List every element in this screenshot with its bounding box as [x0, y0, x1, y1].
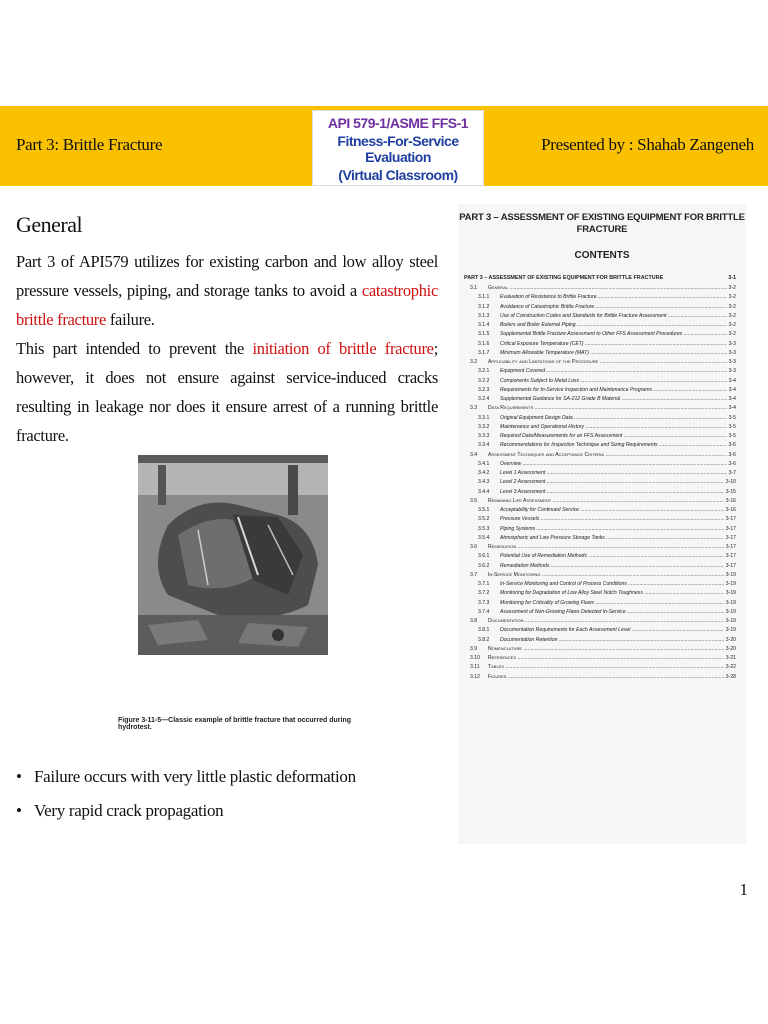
toc-row-title: Monitoring for Criticality of Growing Flaws .....: [500, 599, 724, 608]
logo-line-2: Fitness-For-Service Evaluation: [337, 133, 459, 165]
toc-row-page: 3-16: [725, 497, 736, 504]
toc-row-page: 3-19: [725, 627, 736, 634]
toc-row-page: 3-15: [725, 488, 736, 495]
logo-line-3: (Virtual Classroom): [338, 167, 458, 183]
toc-row-page: 3-6: [728, 460, 736, 467]
bullet-list: [16, 767, 356, 835]
toc-row: [458, 543, 736, 552]
toc-row-title: Data Requirements .....: [488, 404, 727, 413]
toc-row-title: Supplemental Brittle Fracture Assessment to Other FFS Assessment Procedures .....: [500, 330, 727, 339]
toc-row-page: 3-19: [725, 599, 736, 606]
toc-row-number: 3.1.7: [478, 349, 490, 356]
toc-row-title: Required Data/Measurements for an FFS Assessment .....: [500, 432, 727, 441]
toc-row-title: In-Service Monitoring .....: [488, 571, 724, 580]
toc-row-number: 3.8: [470, 618, 478, 624]
toc-row-title: Monitoring for Degradation of Low Alloy Steel Notch Toughness .....: [500, 589, 724, 598]
toc-row-number: 3.5: [470, 497, 478, 504]
logo-line-1: API 579-1/ASME FFS-1: [327, 115, 469, 131]
toc-row-page: 3-2: [728, 331, 736, 338]
paragraph-1: Part 3 of API579 utilizes for existing carbon and low alloy steel pressure vessels, piping, and storage tanks to avoid a catastrophic brittle fracture failure.: [16, 252, 438, 329]
toc-row-title: Remaining Life Assessment .....: [488, 497, 724, 506]
toc-row-title: Critical Exposure Temperature (CET) .....: [500, 340, 727, 349]
toc-row-title: Components Subject to Metal Loss .....: [500, 377, 727, 386]
toc-row: [458, 395, 736, 404]
toc-row-page: 3-17: [725, 562, 736, 569]
bullet-icon: •: [16, 767, 22, 786]
toc-row-number: 3.10: [470, 655, 480, 661]
toc-row: [458, 469, 736, 478]
toc-row-page: 3-4: [728, 396, 736, 402]
toc-row-page: 3-4: [728, 405, 736, 412]
toc-row-number: 3.7.3: [478, 599, 490, 606]
toc-row-title: Avoidance of Catastrophic Brittle Fracture .....: [500, 303, 727, 312]
toc-row: [458, 534, 736, 543]
toc-row-number: 3.2.4: [478, 396, 490, 402]
toc-row-page: 3-20: [725, 645, 736, 652]
toc-row-number: 3.5.1: [478, 507, 490, 513]
highlight-text: catastrophic brittle fracture: [16, 281, 438, 329]
toc-row: [458, 312, 736, 321]
toc-row: [458, 552, 736, 561]
toc-row-number: 3.1.3: [478, 312, 490, 319]
toc-row: [458, 571, 736, 580]
toc-row-number: 3.5.3: [478, 525, 490, 532]
toc-row: [458, 589, 736, 598]
list-item: • Failure occurs with very little plastic deformation: [16, 767, 356, 786]
toc-row-title: Requirements for In-Service Inspection and Maintenance Programs .....: [500, 386, 727, 395]
toc-row-page: 3-5: [728, 433, 736, 439]
slide-heading: General: [16, 212, 83, 237]
section-title: Part 3: Brittle Fracture: [16, 135, 163, 154]
toc-row-page: 3-2: [728, 285, 736, 291]
toc-row: [458, 617, 736, 626]
paragraph-2: This part intended to prevent the initiation of brittle fracture; however, it does not ensure against service-induced cracks resulting in leakage nor does it ensure arrest of a running brittle fracture.: [16, 339, 438, 445]
toc-row-title: Equipment Covered .....: [500, 367, 727, 376]
toc-row-title: Supplemental Guidance for SA-212 Grade B Material .....: [500, 395, 727, 404]
toc-row-number: 3.1: [470, 285, 478, 291]
toc-row: [458, 293, 736, 302]
toc-row-page: 3-16: [725, 507, 736, 513]
toc-row-page: 3-2: [728, 303, 736, 310]
toc-row: [458, 423, 736, 432]
toc-row-page: 3-28: [725, 673, 736, 680]
toc-row: [458, 451, 736, 460]
table-of-contents: [458, 204, 746, 844]
toc-row-number: 3.4: [470, 451, 478, 458]
toc-row: [458, 497, 736, 506]
toc-row-number: 3.4.3: [478, 479, 490, 486]
toc-row-page: 3-3: [728, 359, 736, 365]
toc-row-number: 3.9: [470, 645, 478, 652]
toc-main-entry: PART 3 – ASSESSMENT OF EXISTING EQUIPMENT FOR BRITTLE FRACTURE 3-1: [464, 275, 736, 281]
figure-caption: Figure 3-11-5—Classic example of brittle fracture that occurred during hydrotest.: [118, 717, 352, 731]
toc-row-page: 3-2: [728, 312, 736, 319]
toc-row-number: 3.1.4: [478, 322, 490, 328]
toc-row-title: Maintenance and Operational History .....: [500, 423, 727, 432]
toc-row-number: 3.7.1: [478, 581, 490, 587]
toc-row-page: 3-2: [728, 322, 736, 328]
toc-row-title: Documentation .....: [488, 617, 724, 626]
course-logo: [312, 110, 484, 186]
toc-row-title: Overview .....: [500, 460, 727, 469]
toc-row-page: 3-7: [728, 470, 736, 476]
toc-row-page: 3-17: [725, 553, 736, 560]
toc-row: [458, 460, 736, 469]
toc-row-number: 3.2.2: [478, 377, 490, 384]
toc-row-title: Piping Systems .....: [500, 525, 724, 534]
toc-row-page: 3-3: [728, 368, 736, 375]
toc-row: [458, 414, 736, 423]
toc-row-title: Assessment of Non-Growing Flaws Detected In-Service .....: [500, 608, 724, 617]
toc-row: [458, 478, 736, 487]
toc-row: [458, 303, 736, 312]
toc-row: [458, 386, 736, 395]
toc-row-number: 3.7: [470, 571, 478, 578]
toc-row-title: References .....: [488, 654, 724, 663]
toc-row-number: 3.5.4: [478, 534, 490, 541]
toc-row: [458, 673, 736, 682]
toc-row-page: 3-17: [725, 516, 736, 523]
toc-row-title: Original Equipment Design Data .....: [500, 414, 727, 423]
toc-row-number: 3.7.4: [478, 608, 490, 615]
toc-row-number: 3.8.2: [478, 636, 490, 643]
toc-row-title: Remediation .....: [488, 543, 724, 552]
presenter-name: Presented by : Shahab Zangeneh: [541, 135, 754, 154]
toc-row-page: 3-22: [725, 664, 736, 671]
toc-row-title: Use of Construction Codes and Standards for Brittle Fracture Assessment .....: [500, 312, 727, 321]
toc-row-title: Minimum Allowable Temperature (MAT) .....: [500, 349, 727, 358]
toc-row: [458, 441, 736, 450]
toc-row-title: Level 3 Assessment .....: [500, 488, 724, 497]
toc-row-title: Potential Use of Remediation Methods .....: [500, 552, 724, 561]
toc-row-title: Nomenclature .....: [488, 645, 724, 654]
toc-row-title: Figures .....: [488, 673, 724, 682]
fracture-photo-drawing: [138, 455, 328, 655]
toc-row-page: 3-19: [725, 590, 736, 597]
toc-row: [458, 599, 736, 608]
toc-row-title: Documentation Requirements for Each Assessment Level .....: [500, 626, 724, 635]
toc-row: [458, 330, 736, 339]
toc-row-number: 3.6: [470, 544, 478, 550]
toc-row-number: 3.3.2: [478, 423, 490, 430]
toc-row-title: Boilers and Boiler External Piping .....: [500, 321, 727, 330]
toc-row-page: 3-17: [725, 544, 736, 550]
toc-row-number: 3.4.2: [478, 470, 490, 476]
toc-row-title: Acceptability for Continued Service .....: [500, 506, 724, 515]
toc-row-title: Pressure Vessels .....: [500, 515, 724, 524]
toc-row-number: 3.2.3: [478, 386, 490, 393]
toc-row-number: 3.11: [470, 664, 480, 671]
toc-row: [458, 321, 736, 330]
brittle-fracture-photo: [138, 455, 328, 655]
toc-row-number: 3.1.6: [478, 340, 490, 347]
toc-row: [458, 488, 736, 497]
toc-row-page: 3-2: [728, 294, 736, 301]
toc-row-title: Level 2 Assessment .....: [500, 478, 724, 487]
toc-rows: [458, 284, 746, 682]
toc-row-page: 3-5: [728, 423, 736, 430]
toc-row-number: 3.12: [470, 673, 480, 680]
toc-row: [458, 645, 736, 654]
toc-row-page: 3-21: [725, 655, 736, 661]
toc-row-title: Documentation Retention .....: [500, 636, 724, 645]
toc-row: [458, 284, 736, 293]
toc-row-number: 3.3.4: [478, 442, 490, 449]
toc-row-number: 3.8.1: [478, 627, 490, 634]
toc-row-number: 3.4.4: [478, 488, 490, 495]
toc-row-number: 3.6.1: [478, 553, 490, 560]
toc-row: [458, 506, 736, 515]
toc-row-title: Tables .....: [488, 663, 724, 672]
body-text: [16, 247, 438, 450]
toc-row-page: 3-6: [728, 451, 736, 458]
toc-row-number: 3.2: [470, 359, 478, 365]
toc-row: [458, 580, 736, 589]
toc-row-page: 3-10: [725, 479, 736, 486]
toc-row: [458, 377, 736, 386]
toc-row: [458, 358, 736, 367]
list-item: • Very rapid crack propagation: [16, 801, 224, 820]
toc-contents-label: CONTENTS: [574, 250, 630, 261]
toc-row-title: Recommendations for Inspection Technique and Sizing Requirements .....: [500, 441, 727, 450]
toc-row-number: 3.3.3: [478, 433, 490, 439]
toc-row-number: 3.1.5: [478, 331, 490, 338]
toc-row-title: Assessment Techniques and Acceptance Criteria .....: [488, 451, 727, 460]
toc-row: [458, 608, 736, 617]
toc-row-page: 3-19: [725, 608, 736, 615]
page-number: 1: [739, 880, 748, 899]
bullet-icon: •: [16, 801, 22, 820]
toc-row-page: 3-6: [728, 442, 736, 449]
toc-row-number: 3.3: [470, 405, 478, 412]
toc-row-title: Atmospheric and Low Pressure Storage Tanks .....: [500, 534, 724, 543]
toc-row-title: Level 1 Assessment .....: [500, 469, 727, 478]
toc-row-page: 3-17: [725, 534, 736, 541]
toc-row-number: 3.6.2: [478, 562, 490, 569]
toc-row: [458, 432, 736, 441]
toc-row: [458, 340, 736, 349]
toc-row-number: 3.2.1: [478, 368, 490, 375]
toc-row-page: 3-5: [728, 414, 736, 421]
toc-row-number: 3.1.1: [478, 294, 490, 301]
toc-row-page: 3-19: [725, 581, 736, 587]
toc-row-title: Applicability and Limitations of the Procedure .....: [488, 358, 727, 367]
toc-row: [458, 404, 736, 413]
toc-row-page: 3-20: [725, 636, 736, 643]
toc-row: [458, 562, 736, 571]
toc-row-title: General .....: [488, 284, 727, 293]
toc-row: [458, 367, 736, 376]
toc-row-number: 3.4.1: [478, 460, 490, 467]
toc-row: [458, 525, 736, 534]
toc-row-page: 3-19: [725, 618, 736, 624]
toc-row: [458, 515, 736, 524]
toc-row-page: 3-3: [728, 349, 736, 356]
toc-row-title: Evaluation of Resistance to Brittle Fracture .....: [500, 293, 727, 302]
toc-row-title: In-Service Monitoring and Control of Process Conditions .....: [500, 580, 724, 589]
toc-row-page: 3-3: [728, 340, 736, 347]
toc-row: [458, 636, 736, 645]
toc-row-page: 3-4: [728, 377, 736, 384]
toc-row-number: 3.1.2: [478, 303, 490, 310]
toc-row-page: 3-19: [725, 571, 736, 578]
toc-row: [458, 626, 736, 635]
toc-row-number: 3.3.1: [478, 414, 490, 421]
toc-row: [458, 663, 736, 672]
toc-title: PART 3 – ASSESSMENT OF EXISTING EQUIPMENT FOR BRITTLE FRACTURE: [459, 212, 745, 235]
toc-row-title: Remediation Methods .....: [500, 562, 724, 571]
toc-row-page: 3-4: [728, 386, 736, 393]
toc-row-page: 3-17: [725, 525, 736, 532]
highlight-text: initiation of brittle fracture: [252, 339, 434, 358]
toc-row-number: 3.5.2: [478, 516, 490, 523]
toc-row: [458, 349, 736, 358]
toc-row: [458, 654, 736, 663]
toc-row-number: 3.7.2: [478, 590, 490, 597]
